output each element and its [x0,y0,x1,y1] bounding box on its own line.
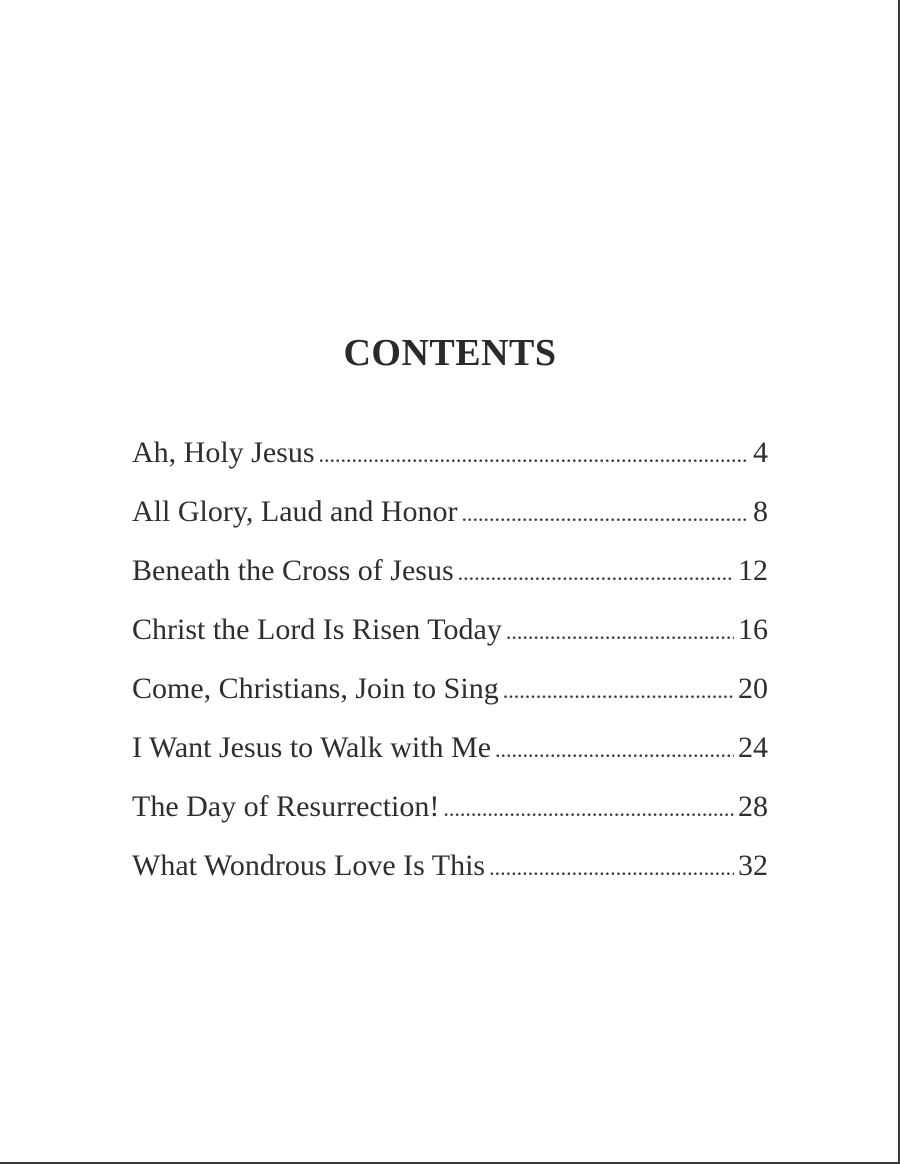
toc-entry-title: I Want Jesus to Walk with Me [132,731,492,764]
toc-entry-page: 12 [738,554,768,587]
toc-entry-page: 20 [738,672,768,705]
toc-entry-page: 8 [753,495,768,528]
toc-entry-page: 32 [738,849,768,882]
toc-entry-title: What Wondrous Love Is This [132,849,486,882]
toc-entry-the-day-of-resurrection[interactable] [132,790,768,849]
dot-leader [495,737,734,763]
toc-entry-all-glory-laud-and-honor[interactable] [132,495,768,554]
toc-entry-come-christians-join-to-sing[interactable] [132,672,768,731]
toc-entry-page: 24 [738,731,768,764]
table-of-contents [132,436,768,908]
dot-leader [462,501,750,527]
dot-leader [458,560,734,586]
toc-entry-title: Beneath the Cross of Jesus [132,554,454,587]
toc-entry-title: Christ the Lord Is Risen Today [132,613,502,646]
toc-entry-page: 28 [738,790,768,823]
toc-entry-page: 16 [738,613,768,646]
dot-leader [319,442,749,468]
dot-leader [503,678,734,704]
toc-entry-page: 4 [753,436,768,469]
toc-entry-beneath-the-cross-of-jesus[interactable] [132,554,768,613]
dot-leader [506,619,734,645]
toc-entry-i-want-jesus-to-walk-with-me[interactable] [132,731,768,790]
contents-heading: CONTENTS [343,332,557,375]
toc-entry-title: Ah, Holy Jesus [132,436,315,469]
toc-entry-christ-the-lord-is-risen-today[interactable] [132,613,768,672]
toc-entry-title: Come, Christians, Join to Sing [132,672,499,705]
toc-entry-what-wondrous-love-is-this[interactable] [132,849,768,908]
dot-leader [443,796,734,822]
toc-entry-title: The Day of Resurrection! [132,790,440,823]
toc-entry-title: All Glory, Laud and Honor [132,495,458,528]
toc-entry-ah-holy-jesus[interactable] [132,436,768,495]
dot-leader [489,855,734,881]
